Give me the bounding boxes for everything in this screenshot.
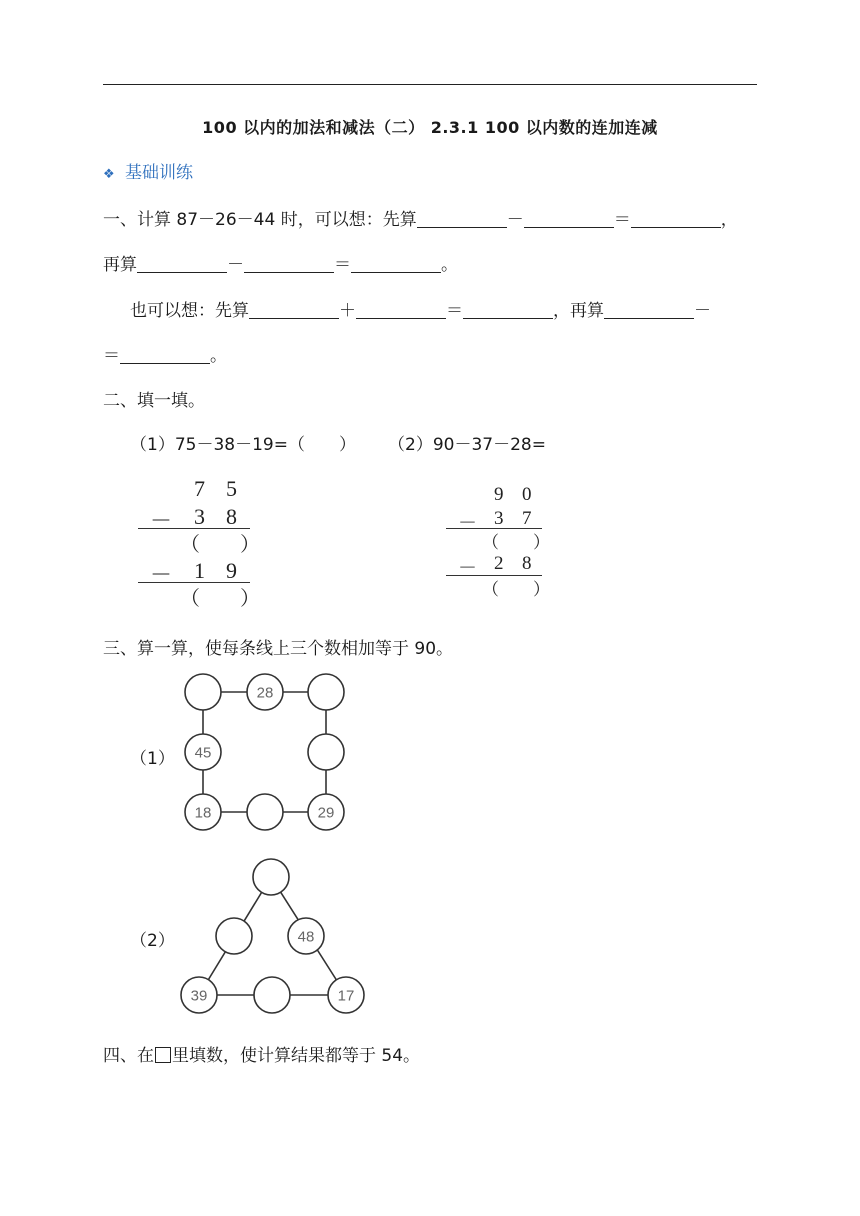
- section-header: [103, 158, 193, 183]
- q1-line3: 也可以想：先算 ＋ ＝ ，再算 －: [130, 301, 711, 321]
- answer-blank[interactable]: [604, 300, 694, 319]
- page-title: 100 以内的加法和减法（二） 2.3.1 100 以内数的连加连减: [202, 118, 658, 137]
- answer-blank[interactable]: [351, 254, 441, 273]
- empty-circle[interactable]: [308, 734, 344, 770]
- answer-parens[interactable]: （ ）: [482, 533, 550, 552]
- q1-line1: 一、计算 87－26－44 时，可以想：先算 － ＝ ，: [103, 210, 738, 230]
- answer-parens[interactable]: （ ）: [180, 588, 260, 610]
- q1-line2: 再算 － ＝ 。: [103, 255, 458, 275]
- q1-line4: ＝ 。: [103, 346, 227, 366]
- answer-blank[interactable]: [120, 345, 210, 364]
- vertical-calc-1: 7 5 － 3 8 （ ） － 1 9 （ ）: [130, 470, 260, 620]
- answer-blank[interactable]: [137, 254, 227, 273]
- answer-blank[interactable]: [356, 300, 446, 319]
- circle-number: 28: [256, 684, 274, 702]
- q3-label-2: （2）: [130, 931, 175, 951]
- circle-number: 18: [194, 804, 212, 822]
- empty-circle[interactable]: [185, 674, 221, 710]
- circle-number: 29: [317, 804, 335, 822]
- circle-number: 45: [194, 744, 212, 762]
- q2-sub1: （1）75－38－19=（ ）: [130, 435, 356, 455]
- answer-blank[interactable]: [524, 209, 614, 228]
- empty-circle[interactable]: [253, 859, 289, 895]
- q3-heading: 三、算一算，使每条线上三个数相加等于 90。: [103, 639, 454, 659]
- answer-parens[interactable]: （ ）: [482, 580, 550, 599]
- empty-square-icon: [155, 1047, 171, 1063]
- square-circle-figure: [180, 672, 350, 834]
- section-header-label: 基础训练: [125, 163, 193, 183]
- triangle-circle-figure: [175, 855, 370, 1017]
- answer-blank[interactable]: [244, 254, 334, 273]
- empty-circle[interactable]: [247, 794, 283, 830]
- circle-number: 39: [190, 987, 208, 1005]
- q2-sub2: （2）90－37－28=: [388, 435, 546, 455]
- vertical-calc-2: 9 0 － 3 7 （ ） － 2 8 （ ）: [440, 478, 550, 608]
- answer-parens[interactable]: （ ）: [180, 534, 260, 556]
- q4-heading: 四、在 里填数，使计算结果都等于 54。: [103, 1046, 421, 1066]
- answer-blank[interactable]: [249, 300, 339, 319]
- empty-circle[interactable]: [216, 918, 252, 954]
- q3-label-1: （1）: [130, 749, 175, 769]
- answer-blank[interactable]: [631, 209, 721, 228]
- answer-blank[interactable]: [417, 209, 507, 228]
- circle-number: 17: [337, 987, 355, 1005]
- answer-blank[interactable]: [463, 300, 553, 319]
- diamond-icon: ❖: [103, 167, 115, 182]
- empty-circle[interactable]: [308, 674, 344, 710]
- empty-circle[interactable]: [254, 977, 290, 1013]
- top-rule: [103, 84, 757, 85]
- circle-number: 48: [297, 928, 315, 946]
- q2-heading: 二、填一填。: [103, 391, 205, 411]
